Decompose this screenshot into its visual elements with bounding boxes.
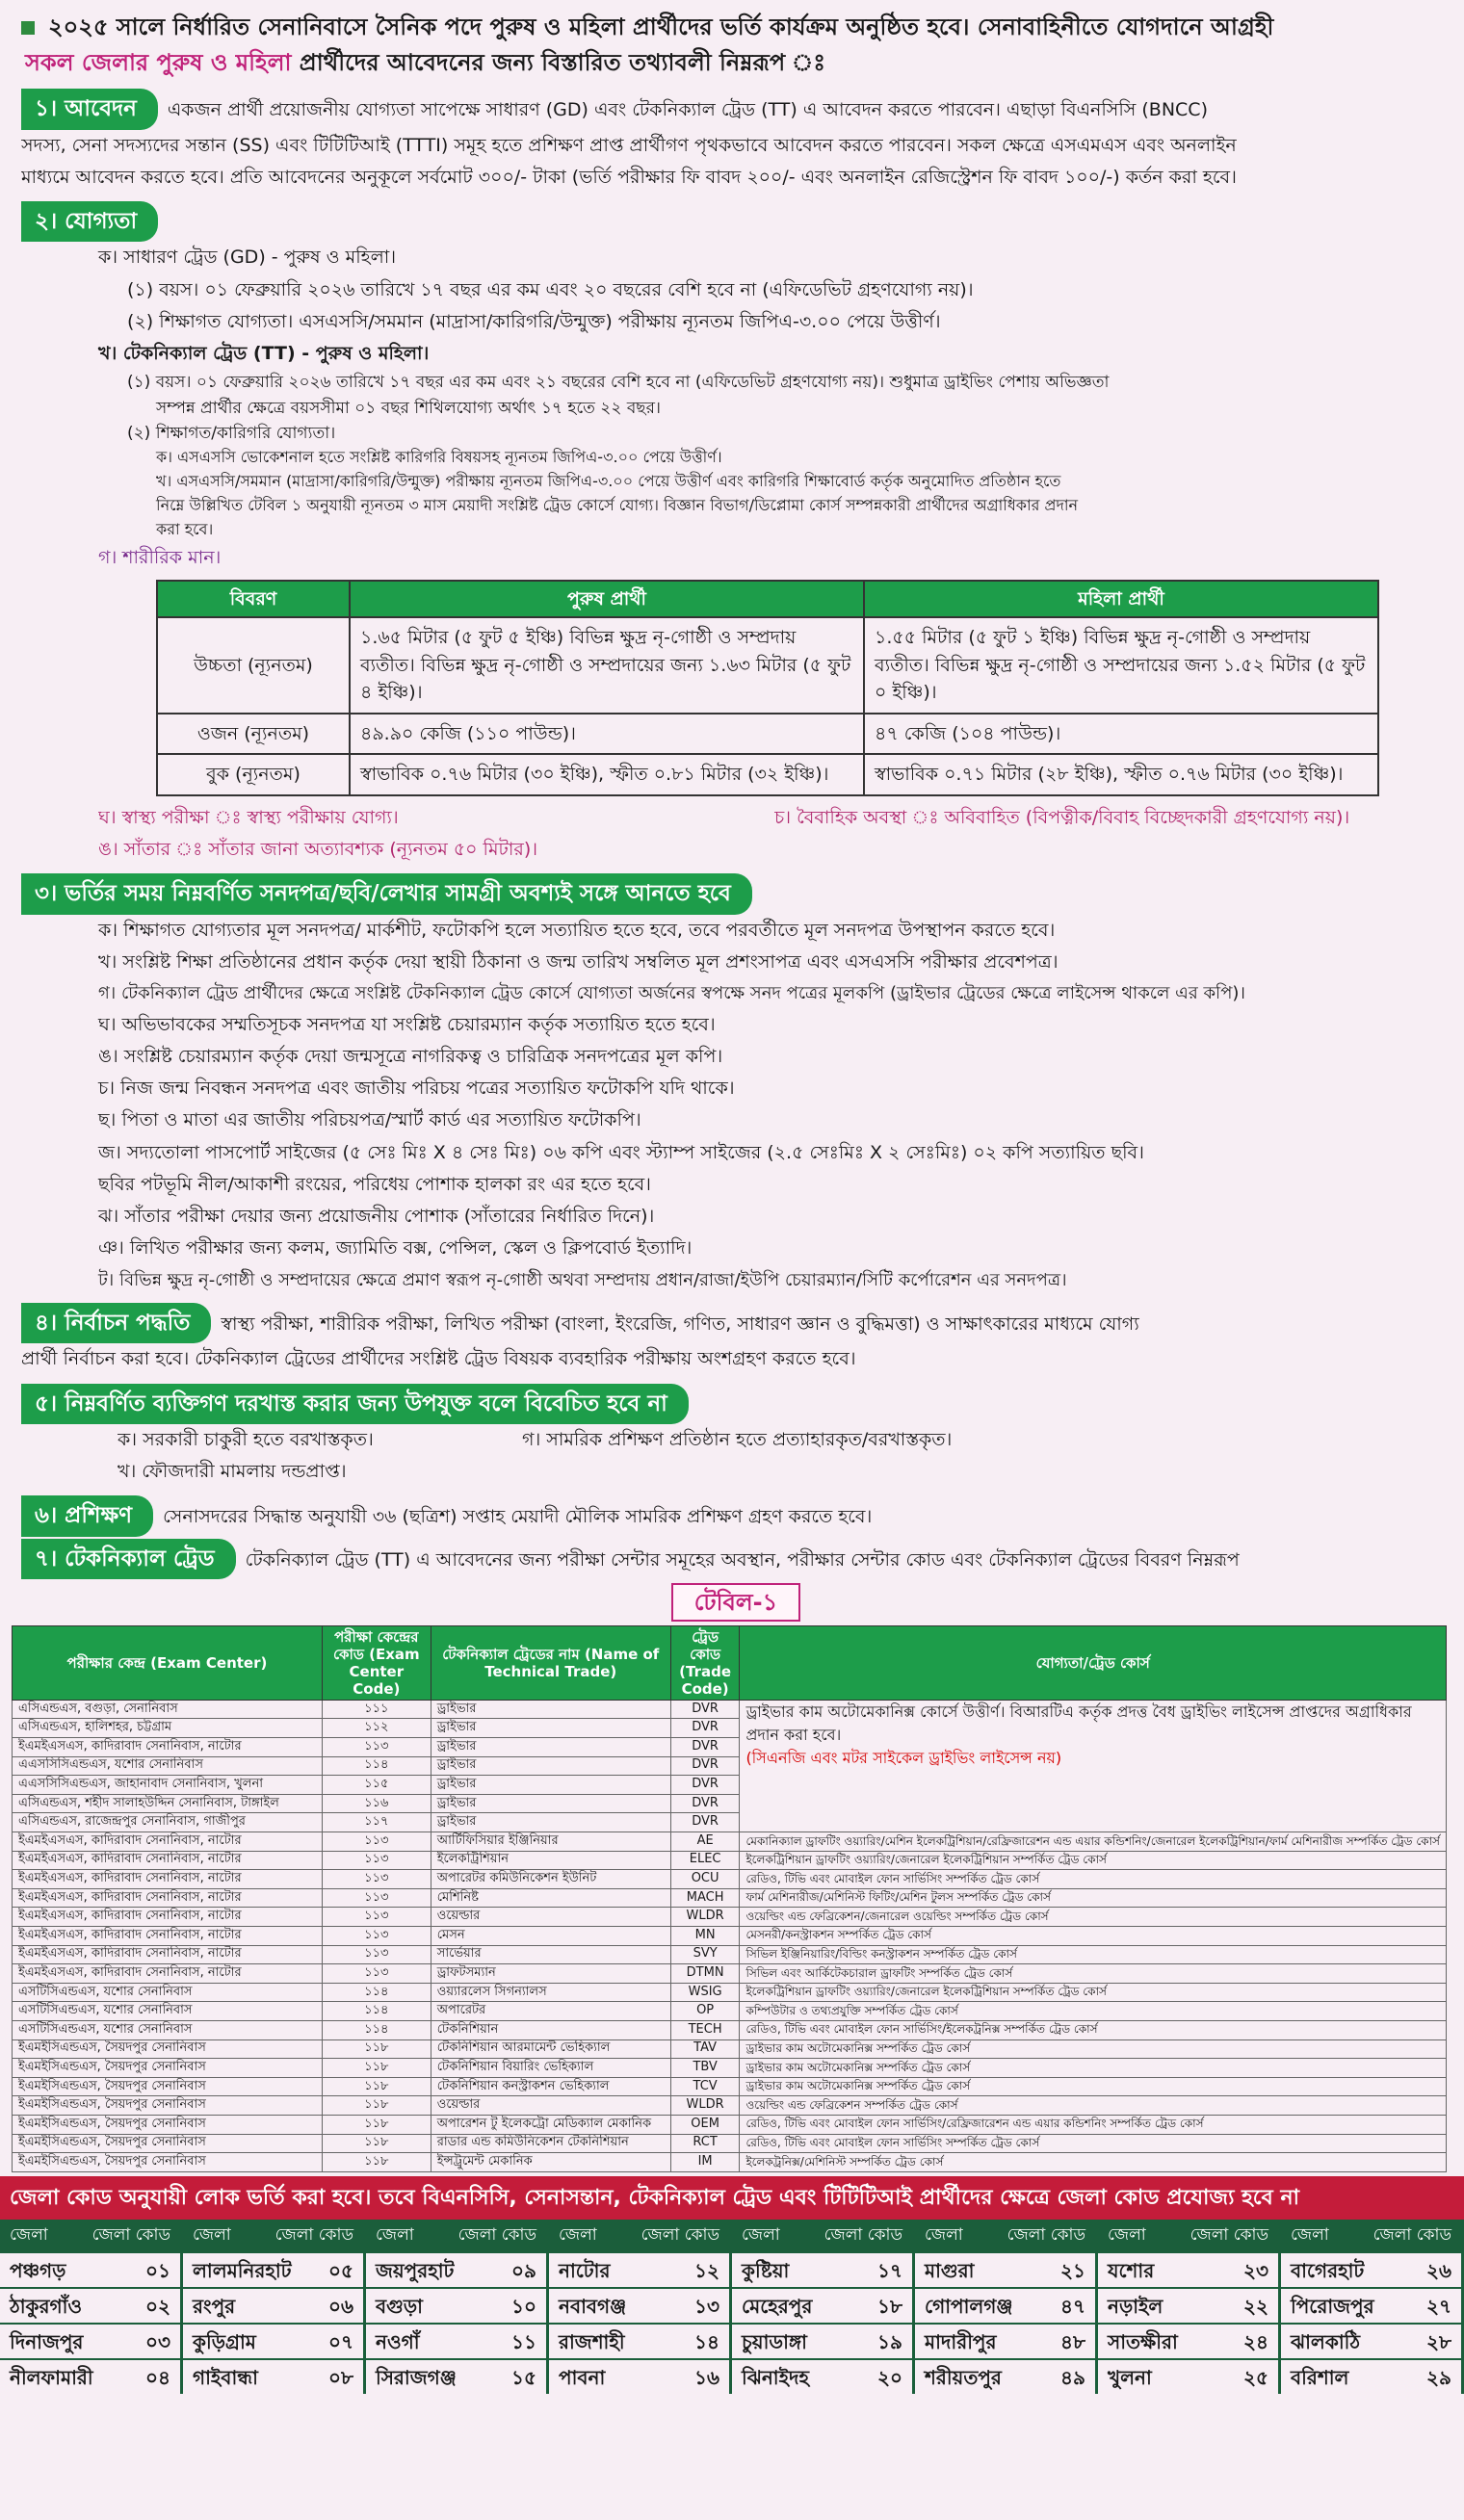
technical-trade-table xyxy=(12,1625,1447,2172)
driver-qualification-note: ড্রাইভার কাম অটোমেকানিক্স কোর্সে উত্তীর্ণ। বিআরটিএ কর্তৃক প্রদত্ত বৈধ ড্রাইভিং লাইসেন্স প্রাপ্তদের অগ্রাধিকার প্রদান করা হবে। (সিএনজি এবং মটর সাইকেল ড্রাইভিং লাইসেন্স নয়) xyxy=(740,1700,1447,1832)
section-head: ৪। নির্বাচন পদ্ধতি xyxy=(21,1303,211,1343)
intro-line-2: সকল জেলার পুরুষ ও মহিলা প্রার্থীদের আবেদনের জন্য বিস্তারিত তথ্যাবলী নিম্নরূপ ঃ xyxy=(25,49,826,77)
trade-course-note: রেডিও, টিভি এবং মোবাইল ফোন সার্ভিসিং সম্পর্কিত ট্রেড কোর্স xyxy=(740,2134,1447,2153)
table-row: ইএমইএসএস, কাদিরাবাদ সেনানিবাস, নাটোর ১১৩ আর্টিফিসিয়ার ইঞ্জিনিয়ার AE মেকানিক্যাল ড্রাফটিং ওয়্যারিং/মেশিন ইলেকট্রিশিয়ান/রেফ্রিজারেশন এন্ড এয়ার কন্ডিশনিং/জেনারেল ইলেকট্রিশিয়ান/ফার্ম মেশিনারীজ সম্পর্কিত ট্রেড কোর্স xyxy=(13,1832,1447,1852)
district-row: নওগাঁ ১১ xyxy=(366,2323,546,2358)
table-row: এসটিসিএন্ডএস, যশোর সেনানিবাস ১১৪ টেকনিশিয়ান TECH রেডিও, টিভি এবং মোবাইল ফোন সার্ভিসিং/ইলেকট্রনিক্স সম্পর্কিত ট্রেড কোর্স xyxy=(13,2020,1447,2039)
table-row: এসিএন্ডএস, শহীদ সালাহউদ্দিন সেনানিবাস, টাঙ্গাইল ১১৬ ড্রাইভার DVR xyxy=(13,1794,1447,1813)
district-row: মেহেরপুর ১৮ xyxy=(732,2287,912,2323)
table-header: যোগ্যতা/ট্রেড কোর্স xyxy=(740,1625,1447,1700)
table-row: ইএমইসিএন্ডএস, সৈয়দপুর সেনানিবাস ১১৮ টেকনিশিয়ান বিয়ারিং ভেহিক্যাল TBV ড্রাইভার কাম অটোমেকানিক্স সম্পর্কিত ট্রেড কোর্স xyxy=(13,2059,1447,2078)
section-head: ৩। ভর্তির সময় নিম্নবর্ণিত সনদপত্র/ছবি/লেখার সামগ্রী অবশ্যই সঙ্গে আনতে হবে xyxy=(21,873,752,914)
text-line: সম্পন্ন প্রার্থীর ক্ষেত্রে বয়সসীমা ০১ বছর শিথিলযোগ্য অর্থাৎ ১৭ হতে ২২ বছর। xyxy=(156,398,662,418)
trade-course-note: রেডিও, টিভি এবং মোবাইল ফোন সার্ভিসিং/রেফ্রিজারেশন এন্ড এয়ার কন্ডিশনিং সম্পর্কিত ট্রেড কোর্স xyxy=(740,2115,1447,2134)
section-application: ১। আবেদন একজন প্রার্থী প্রয়োজনীয় যোগ্যতা সাপেক্ষে সাধারণ (GD) এবং টেকনিক্যাল ট্রেড (TT) এ আবেদন করতে পারবেন। এছাড়া বিএনসিসি (BNCC) সদস্য, সেনা সদস্যদের সন্তান (SS) এবং টিটিটিআই (TTTI) সমূহ হতে প্রশিক্ষণ প্রাপ্ত প্রার্থীগণ পৃথকভাবে আবেদন করতে পারবেন। সকল ক্ষেত্রে এসএমএস এবং অনলাইন মাধ্যমে আবেদন করতে হবে। প্রতি আবেদনের অনুকূলে সর্বমোট ৩০০/- টাকা (ভর্তি পরীক্ষার ফি বাবদ ২০০/- এবং অনলাইন রেজিস্ট্রেশন ফি বাবদ ১০০/-) কর্তন করা হবে। xyxy=(21,89,1451,194)
district-row: খুলনা ২৫ xyxy=(1098,2358,1278,2394)
trade-course-note: ড্রাইভার কাম অটোমেকানিক্স সম্পর্কিত ট্রেড কোর্স xyxy=(740,2059,1447,2078)
district-row: পঞ্চগড় ০১ xyxy=(0,2251,180,2287)
trade-course-note: ওয়েল্ডিং এন্ড ফেব্রিকেশন/জেনারেল ওয়েল্ডিং সম্পর্কিত ট্রেড কোর্স xyxy=(740,1908,1447,1927)
subsection-tt: খ। টেকনিক্যাল ট্রেড (TT) - পুরুষ ও মহিলা। xyxy=(98,343,430,365)
table-row: ইএমইএসএস, কাদিরাবাদ সেনানিবাস, নাটোর ১১৩ ড্রাইভার DVR xyxy=(13,1738,1447,1757)
table-row: ইএমইএসএস, কাদিরাবাদ সেনানিবাস, নাটোর ১১৩ ইলেকট্রিশিয়ান ELEC ইলেকট্রিশিয়ান ড্রাফটিং ওয়্যারিং/জেনারেল ইলেকট্রিশিয়ান সম্পর্কিত ট্রেড কোর্স xyxy=(13,1851,1447,1870)
district-row: গাইবান্ধা ০৮ xyxy=(183,2358,363,2394)
trade-course-note: রেডিও, টিভি এবং মোবাইল ফোন সার্ভিসিং সম্পর্কিত ট্রেড কোর্স xyxy=(740,1870,1447,1889)
district-column-header: জেলা জেলা কোড xyxy=(915,2220,1095,2252)
text-line: (২) শিক্ষাগত যোগ্যতা। এসএসসি/সমমান (মাদ্রাসা/কারিগরি/উন্মুক্ত) পরীক্ষায় ন্যূনতম জিপিএ-৩.০০ পেয়ে উত্তীর্ণ। xyxy=(127,310,941,332)
district-row: জয়পুরহাট ০৯ xyxy=(366,2251,546,2287)
text-line: মাধ্যমে আবেদন করতে হবে। প্রতি আবেদনের অনুকূলে সর্বমোট ৩০০/- টাকা (ভর্তি পরীক্ষার ফি বাবদ ২০০/- এবং অনলাইন রেজিস্ট্রেশন ফি বাবদ ১০০/-) কর্তন করা হবে। xyxy=(21,166,1237,188)
list-item: গ। সামরিক প্রশিক্ষণ প্রতিষ্ঠান হতে প্রত্যাহারকৃত/বরখাস্তকৃত। xyxy=(522,1428,953,1450)
district-row: নীলফামারী ০৪ xyxy=(0,2358,180,2394)
section-documents xyxy=(21,873,1451,1295)
table-header: মহিলা প্রার্থী xyxy=(864,581,1378,618)
district-row: ঠাকুরগাঁও ০২ xyxy=(0,2287,180,2323)
text-line: করা হবে। xyxy=(156,519,214,538)
list-item: ছবির পটভূমি নীল/আকাশী রংয়ের, পরিধেয় পোশাক হালকা রং এর হতে হবে। xyxy=(98,1173,651,1195)
list-item: ট। বিভিন্ন ক্ষুদ্র নৃ-গোষ্ঠী ও সম্প্রদায়ের ক্ষেত্রে প্রমাণ স্বরূপ নৃ-গোষ্ঠী অথবা সম্প্রদায় প্রধান/রাজা/ইউপি চেয়ারম্যান/সিটি কর্পোরেশন এর সনদপত্র। xyxy=(98,1269,1067,1290)
table-header: বিবরণ xyxy=(157,581,350,618)
district-column xyxy=(1281,2220,1464,2395)
district-row: লালমনিরহাট ০৫ xyxy=(183,2251,363,2287)
trade-course-note: ফার্ম মেশিনারীজ/মেশিনিস্ট ফিটিং/মেশিন টুলস সম্পর্কিত ট্রেড কোর্স xyxy=(740,1888,1447,1908)
table-header: পুরুষ প্রার্থী xyxy=(350,581,864,618)
district-column xyxy=(183,2220,366,2395)
trade-course-note: ড্রাইভার কাম অটোমেকানিক্স সম্পর্কিত ট্রেড কোর্স xyxy=(740,2039,1447,2059)
text-line: ঙ। সাঁতার ঃ সাঁতার জানা অত্যাবশ্যক (ন্যূনতম ৫০ মিটার)। xyxy=(98,839,538,861)
trade-course-note: কম্পিউটার ও তথ্যপ্রযুক্তি সম্পর্কিত ট্রেড কোর্স xyxy=(740,2002,1447,2021)
district-column-header: জেলা জেলা কোড xyxy=(366,2220,546,2252)
list-item: ক। সরকারী চাকুরী হতে বরখাস্তকৃত। xyxy=(118,1428,374,1450)
trade-course-note: ইলেকট্রিশিয়ান ড্রাফটিং ওয়্যারিং/জেনারেল ইলেকট্রিশিয়ান সম্পর্কিত ট্রেড কোর্স xyxy=(740,1983,1447,2002)
table-header: ট্রেড কোড (Trade Code) xyxy=(670,1625,740,1700)
district-column xyxy=(915,2220,1098,2395)
trade-course-note: ইলেকট্রনিক্স/মেশিনিস্ট সম্পর্কিত ট্রেড কোর্স xyxy=(740,2153,1447,2172)
district-column-header: জেলা জেলা কোড xyxy=(0,2220,180,2252)
district-code-banner: জেলা কোড অনুযায়ী লোক ভর্তি করা হবে। তবে বিএনসিসি, সেনাসন্তান, টেকনিক্যাল ট্রেড এবং টিটিটিআই প্রার্থীদের ক্ষেত্রে জেলা কোড প্রযোজ্য হবে না xyxy=(0,2176,1464,2220)
district-column xyxy=(366,2220,549,2395)
district-column xyxy=(732,2220,915,2395)
district-row: নড়াইল ২২ xyxy=(1098,2287,1278,2323)
table-row: ইএমইসিএন্ডএস, সৈয়দপুর সেনানিবাস ১১৮ ইন্সট্রুমেন্ট মেকানিক IM ইলেকট্রনিক্স/মেশিনিস্ট সম্পর্কিত ট্রেড কোর্স xyxy=(13,2153,1447,2172)
district-row: সিরাজগঞ্জ ১৫ xyxy=(366,2358,546,2394)
table-row: ইএমইএসএস, কাদিরাবাদ সেনানিবাস, নাটোর ১১৩ মেসন MN মেসনরী/কনস্ট্রাকশন সম্পর্কিত ট্রেড কোর্স xyxy=(13,1926,1447,1945)
intro-line-1: ২০২৫ সালে নির্ধারিত সেনানিবাসে সৈনিক পদে পুরুষ ও মহিলা প্রার্থীদের ভর্তি কার্যক্রম অনুষ্ঠিত হবে। সেনাবাহিনীতে যোগদানে আগ্রহী xyxy=(21,10,1451,45)
district-code-grid xyxy=(0,2220,1464,2395)
district-column xyxy=(1098,2220,1281,2395)
list-item: ঝ। সাঁতার পরীক্ষা দেয়ার জন্য প্রয়োজনীয় পোশাক (সাঁতারের নির্ধারিত দিনে)। xyxy=(98,1206,655,1228)
trade-course-note: সিভিল এবং আর্কিটেকচারাল ড্রাফটিং সম্পর্কিত ট্রেড কোর্স xyxy=(740,1964,1447,1984)
bullet-icon xyxy=(21,21,35,35)
table-row: ইএমইসিএন্ডএস, সৈয়দপুর সেনানিবাস ১১৮ টেকনিশিয়ান কনস্ট্রাকশন ভেহিক্যাল TCV ড্রাইভার কাম অটোমেকানিক্স সম্পর্কিত ট্রেড কোর্স xyxy=(13,2077,1447,2096)
district-row: বাগেরহাট ২৬ xyxy=(1281,2251,1461,2287)
table-row: এএসসিসিএন্ডএস, যশোর সেনানিবাস ১১৪ ড্রাইভার DVR xyxy=(13,1756,1447,1776)
section-technical-trade: ৭। টেকনিক্যাল ট্রেড টেকনিক্যাল ট্রেড (TT) এ আবেদনের জন্য পরীক্ষা সেন্টার সমূহের অবস্থান, পরীক্ষার সেন্টার কোড এবং টেকনিক্যাল ট্রেডের বিবরণ নিম্নরূপ xyxy=(21,1539,1451,1579)
section-training: ৬। প্রশিক্ষণ সেনাসদরের সিদ্ধান্ত অনুযায়ী ৩৬ (ছত্রিশ) সপ্তাহ মেয়াদী মৌলিক সামরিক প্রশিক্ষণ গ্রহণ করতে হবে। xyxy=(21,1495,1451,1536)
ineligible-row xyxy=(21,1424,1451,1456)
list-item: ঞ। লিখিত পরীক্ষার জন্য কলম, জ্যামিতি বক্স, পেন্সিল, স্কেল ও ক্লিপবোর্ড ইত্যাদি। xyxy=(98,1237,693,1260)
list-item: খ। ফৌজদারী মামলায় দন্ডপ্রাপ্ত। xyxy=(118,1461,347,1483)
district-row: নাটোর ১২ xyxy=(549,2251,729,2287)
district-row: কুষ্টিয়া ১৭ xyxy=(732,2251,912,2287)
district-row: মাদারীপুর ৪৮ xyxy=(915,2323,1095,2358)
table-row: ইএমইএসএস, কাদিরাবাদ সেনানিবাস, নাটোর ১১৩ ওয়েল্ডার WLDR ওয়েল্ডিং এন্ড ফেব্রিকেশন/জেনারেল ওয়েল্ডিং সম্পর্কিত ট্রেড কোর্স xyxy=(13,1908,1447,1927)
district-column-header: জেলা জেলা কোড xyxy=(732,2220,912,2252)
trade-course-note: ড্রাইভার কাম অটোমেকানিক্স সম্পর্কিত ট্রেড কোর্স xyxy=(740,2077,1447,2096)
physical-standards-table xyxy=(156,580,1379,796)
district-row: ঝালকাঠি ২৮ xyxy=(1281,2323,1461,2358)
table-row: এসিএন্ডএস, হালিশহর, চট্টগ্রাম ১১২ ড্রাইভার DVR xyxy=(13,1719,1447,1738)
text-line: ক। এসএসসি ভোকেশনাল হতে সংশ্লিষ্ট কারিগরি বিষয়সহ ন্যূনতম জিপিএ-৩.০০ পেয়ে উত্তীর্ণ। xyxy=(156,448,722,467)
trade-course-note: ওয়েল্ডিং এন্ড ফেব্রিকেশন সম্পর্কিত ট্রেড কোর্স xyxy=(740,2096,1447,2116)
section-selection: ৪। নির্বাচন পদ্ধতি স্বাস্থ্য পরীক্ষা, শারীরিক পরীক্ষা, লিখিত পরীক্ষা (বাংলা, ইংরেজি, গণিত, সাধারণ জ্ঞান ও বুদ্ধিমত্তা) ও সাক্ষাৎকারের মাধ্যমে যোগ্য প্রার্থী নির্বাচন করা হবে। টেকনিক্যাল ট্রেডের প্রার্থীদের সংশ্লিষ্ট ট্রেড বিষয়ক ব্যবহারিক পরীক্ষায় অংশগ্রহণ করতে হবে। xyxy=(21,1303,1451,1376)
district-row: বরিশাল ২৯ xyxy=(1281,2358,1461,2394)
text-line: (১) বয়স। ০১ ফেব্রুয়ারি ২০২৬ তারিখে ১৭ বছর এর কম এবং ২১ বছরের বেশি হবে না (এফিডেভিট গ্রহণযোগ্য নয়)। শুধুমাত্র ড্রাইভিং পেশায় অভিজ্ঞতা xyxy=(127,373,1110,393)
table-row: ইএমইসিএন্ডএস, সৈয়দপুর সেনানিবাস ১১৮ অপারেশন টু ইলেকট্রো মেডিক্যাল মেকানিক OEM রেডিও, টিভি এবং মোবাইল ফোন সার্ভিসিং/রেফ্রিজারেশন এন্ড এয়ার কন্ডিশনিং সম্পর্কিত ট্রেড কোর্স xyxy=(13,2115,1447,2134)
section-head: ২। যোগ্যতা xyxy=(21,201,158,242)
table-1-title: টেবিল-১ xyxy=(21,1583,1451,1622)
table-header: টেকনিক্যাল ট্রেডের নাম (Name of Technical Trade) xyxy=(431,1625,670,1700)
district-column xyxy=(549,2220,732,2395)
table-header: পরীক্ষার কেন্দ্র (Exam Center) xyxy=(13,1625,323,1700)
health-marital-row xyxy=(21,802,1451,834)
intro xyxy=(21,10,1451,81)
district-row: নবাবগঞ্জ ১৩ xyxy=(549,2287,729,2323)
list-item: ক। শিক্ষাগত যোগ্যতার মূল সনদপত্র/ মার্কশীট, ফটোকপি হলে সত্যায়িত হতে হবে, তবে পরবর্তীতে মূল সনদপত্র উপস্থাপন করতে হবে। xyxy=(98,919,1056,941)
district-row: দিনাজপুর ০৩ xyxy=(0,2323,180,2358)
list-item: গ। টেকনিক্যাল ট্রেড প্রার্থীদের ক্ষেত্রে সংশ্লিষ্ট টেকনিক্যাল ট্রেড কোর্সে যোগ্যতা অর্জনের স্বপক্ষে সনদ পত্রের মূলকপি (ড্রাইভার ট্রেডের ক্ষেত্রে লাইসেন্স থাকলে এর কপি)। xyxy=(98,983,1245,1004)
table-row: ইএমইসিএন্ডএস, সৈয়দপুর সেনানিবাস ১১৮ ওয়েল্ডার WLDR ওয়েল্ডিং এন্ড ফেব্রিকেশন সম্পর্কিত ট্রেড কোর্স xyxy=(13,2096,1447,2116)
text-line: চ। বৈবাহিক অবস্থা ঃ অবিবাহিত (বিপত্নীক/বিবাহ বিচ্ছেদকারী গ্রহণযোগ্য নয়)। xyxy=(774,806,1350,828)
section-head: ৬। প্রশিক্ষণ xyxy=(21,1495,153,1536)
district-column-header: জেলা জেলা কোড xyxy=(1281,2220,1461,2252)
list-item: ঘ। অভিভাবকের সম্মতিসূচক সনদপত্র যা সংশ্লিষ্ট চেয়ারম্যান কর্তৃক সত্যায়িত হতে হবে। xyxy=(98,1013,716,1035)
table-row: ইএমইসিএন্ডএস, সৈয়দপুর সেনানিবাস ১১৮ রাডার এন্ড কমিউনিকেশন টেকনিশিয়ান RCT রেডিও, টিভি এবং মোবাইল ফোন সার্ভিসিং সম্পর্কিত ট্রেড কোর্স xyxy=(13,2134,1447,2153)
table-row: এএসসিসিএন্ডএস, জাহানাবাদ সেনানিবাস, খুলনা ১১৫ ড্রাইভার DVR xyxy=(13,1776,1447,1795)
list-item: ঙ। সংশ্লিষ্ট চেয়ারম্যান কর্তৃক দেয়া জন্মসূত্রে নাগরিকত্ব ও চারিত্রিক সনদপত্রের মূল কপি। xyxy=(98,1045,723,1067)
table-header: পরীক্ষা কেন্দ্রের কোড (Exam Center Code) xyxy=(322,1625,431,1700)
table-row: ইএমইএসএস, কাদিরাবাদ সেনানিবাস, নাটোর ১১৩ সার্ভেয়ার SVY সিভিল ইঞ্জিনিয়ারিং/বিল্ডিং কনস্ট্রাকশন সম্পর্কিত ট্রেড কোর্স xyxy=(13,1945,1447,1964)
district-column-header: জেলা জেলা কোড xyxy=(549,2220,729,2252)
table-row: ওজন (ন্যূনতম) ৪৯.৯০ কেজি (১১০ পাউন্ড)। ৪৭ কেজি (১০৪ পাউন্ড)। xyxy=(157,714,1378,755)
district-row: রাজশাহী ১৪ xyxy=(549,2323,729,2358)
district-row: মাগুরা ২১ xyxy=(915,2251,1095,2287)
table-row: ইএমইএসএস, কাদিরাবাদ সেনানিবাস, নাটোর ১১৩ অপারেটর কমিউনিকেশন ইউনিট OCU রেডিও, টিভি এবং মোবাইল ফোন সার্ভিসিং সম্পর্কিত ট্রেড কোর্স xyxy=(13,1870,1447,1889)
table-row: এসিএন্ডএস, রাজেন্দ্রপুর সেনানিবাস, গাজীপুর ১১৭ ড্রাইভার DVR xyxy=(13,1813,1447,1832)
trade-course-note: মেসনরী/কনস্ট্রাকশন সম্পর্কিত ট্রেড কোর্স xyxy=(740,1926,1447,1945)
table-row: ইএমইএসএস, কাদিরাবাদ সেনানিবাস, নাটোর ১১৩ ড্রাফটসম্যান DTMN সিভিল এবং আর্কিটেকচারাল ড্রাফটিং সম্পর্কিত ট্রেড কোর্স xyxy=(13,1964,1447,1984)
section-head: ১। আবেদন xyxy=(21,89,158,129)
table-row: ইএমইএসএস, কাদিরাবাদ সেনানিবাস, নাটোর ১১৩ মেশিনিষ্ট MACH ফার্ম মেশিনারীজ/মেশিনিস্ট ফিটিং/মেশিন টুলস সম্পর্কিত ট্রেড কোর্স xyxy=(13,1888,1447,1908)
list-item: ছ। পিতা ও মাতা এর জাতীয় পরিচয়পত্র/স্মার্ট কার্ড এর সত্যায়িত ফটোকপি। xyxy=(98,1109,641,1131)
district-row: পিরোজপুর ২৭ xyxy=(1281,2287,1461,2323)
district-row: শরীয়তপুর ৪৯ xyxy=(915,2358,1095,2394)
text-line: সদস্য, সেনা সদস্যদের সন্তান (SS) এবং টিটিটিআই (TTTI) সমূহ হতে প্রশিক্ষণ প্রাপ্ত প্রার্থীগণ পৃথকভাবে আবেদন করতে পারবেন। সকল ক্ষেত্রে এসএমএস এবং অনলাইন xyxy=(21,134,1237,156)
text-line: (২) শিক্ষাগত/কারিগরি যোগ্যতা। xyxy=(127,424,336,444)
list-item: জ। সদ্যতোলা পাসপোর্ট সাইজের (৫ সেঃ মিঃ X ৪ সেঃ মিঃ) ০৬ কপি এবং স্ট্যাম্প সাইজের (২.৫ সেঃমিঃ X ২ সেঃমিঃ) ০২ কপি সত্যায়িত ছবি। xyxy=(98,1141,1144,1163)
section-head: ৭। টেকনিক্যাল ট্রেড xyxy=(21,1539,236,1579)
table-row: উচ্চতা (ন্যূনতম) ১.৬৫ মিটার (৫ ফুট ৫ ইঞ্চি) বিভিন্ন ক্ষুদ্র নৃ-গোষ্ঠী ও সম্প্রদায় ব্যতীত। বিভিন্ন ক্ষুদ্র নৃ-গোষ্ঠী ও সম্প্রদায়ের জন্য ১.৬৩ মিটার (৫ ফুট ৪ ইঞ্চি)। ১.৫৫ মিটার (৫ ফুট ১ ইঞ্চি) বিভিন্ন ক্ষুদ্র নৃ-গোষ্ঠী ও সম্প্রদায় ব্যতীত। বিভিন্ন ক্ষুদ্র নৃ-গোষ্ঠী ও সম্প্রদায়ের জন্য ১.৫২ মিটার (৫ ফুট ০ ইঞ্চি)। xyxy=(157,617,1378,714)
text-line: প্রার্থী নির্বাচন করা হবে। টেকনিক্যাল ট্রেডের প্রার্থীদের সংশ্লিষ্ট ট্রেড বিষয়ক ব্যবহারিক পরীক্ষায় অংশগ্রহণ করতে হবে। xyxy=(21,1348,856,1370)
district-column-header: জেলা জেলা কোড xyxy=(1098,2220,1278,2252)
district-row: চুয়াডাঙ্গা ১৯ xyxy=(732,2323,912,2358)
table-row: বুক (ন্যূনতম) স্বাভাবিক ০.৭৬ মিটার (৩০ ইঞ্চি), স্ফীত ০.৮১ মিটার (৩২ ইঞ্চি)। স্বাভাবিক ০.৭১ মিটার (২৮ ইঞ্চি), স্ফীত ০.৭৬ মিটার (৩০ ইঞ্চি)। xyxy=(157,754,1378,795)
section-ineligible xyxy=(21,1384,1451,1489)
list-item: চ। নিজ জন্ম নিবন্ধন সনদপত্র এবং জাতীয় পরিচয় পত্রের সত্যায়িত ফটোকপি যদি থাকে। xyxy=(98,1078,735,1100)
table-row: ইএমইসিএন্ডএস, সৈয়দপুর সেনানিবাস ১১৮ টেকনিশিয়ান আরমামেন্ট ভেহিক্যাল TAV ড্রাইভার কাম অটোমেকানিক্স সম্পর্কিত ট্রেড কোর্স xyxy=(13,2039,1447,2059)
district-row: পাবনা ১৬ xyxy=(549,2358,729,2394)
text-line: ঘ। স্বাস্থ্য পরীক্ষা ঃ স্বাস্থ্য পরীক্ষায় যোগ্য। xyxy=(98,806,399,828)
district-row: ঝিনাইদহ ২০ xyxy=(732,2358,912,2394)
text-line: নিম্নে উল্লিখিত টেবিল ১ অনুযায়ী ন্যূনতম ৩ মাস মেয়াদী সংশ্লিষ্ট ট্রেড কোর্সে যোগ্য। বিজ্ঞান বিভাগ/ডিপ্লোমা কোর্স সম্পন্নকারী প্রার্থীদের অগ্রাধিকার প্রদান xyxy=(156,496,1079,514)
section-head: ৫। নিম্নবর্ণিত ব্যক্তিগণ দরখাস্ত করার জন্য উপযুক্ত বলে বিবেচিত হবে না xyxy=(21,1384,689,1424)
table-row: এসটিসিএন্ডএস, যশোর সেনানিবাস ১১৪ অপারেটর OP কম্পিউটার ও তথ্যপ্রযুক্তি সম্পর্কিত ট্রেড কোর্স xyxy=(13,2002,1447,2021)
text-line: খ। এসএসসি/সমমান (মাদ্রাসা/কারিগরি/উন্মুক্ত) পরীক্ষায় ন্যূনতম জিপিএ-৩.০০ পেয়ে উত্তীর্ণ এবং কারিগরি শিক্ষাবোর্ড কর্তৃক অনুমোদিত প্রতিষ্ঠান হতে xyxy=(156,472,1061,491)
trade-course-note: মেকানিক্যাল ড্রাফটিং ওয়্যারিং/মেশিন ইলেকট্রিশিয়ান/রেফ্রিজারেশন এন্ড এয়ার কন্ডিশনিং/জেনারেল ইলেকট্রিশিয়ান/ফার্ম মেশিনারীজ সম্পর্কিত ট্রেড কোর্স xyxy=(740,1832,1447,1852)
district-row: যশোর ২৩ xyxy=(1098,2251,1278,2287)
subsection-gd: ক। সাধারণ ট্রেড (GD) - পুরুষ ও মহিলা। xyxy=(98,247,397,269)
district-row: রংপুর ০৬ xyxy=(183,2287,363,2323)
text-line: (১) বয়স। ০১ ফেব্রুয়ারি ২০২৬ তারিখে ১৭ বছর এর কম এবং ২০ বছরের বেশি হবে না (এফিডেভিট গ্রহণযোগ্য নয়)। xyxy=(127,278,974,300)
section-eligibility xyxy=(21,201,1451,866)
trade-course-note: ইলেকট্রিশিয়ান ড্রাফটিং ওয়্যারিং/জেনারেল ইলেকট্রিশিয়ান সম্পর্কিত ট্রেড কোর্স xyxy=(740,1851,1447,1870)
district-row: সাতক্ষীরা ২৪ xyxy=(1098,2323,1278,2358)
district-row: কুড়িগ্রাম ০৭ xyxy=(183,2323,363,2358)
district-row: গোপালগঞ্জ ৪৭ xyxy=(915,2287,1095,2323)
list-item: খ। সংশ্লিষ্ট শিক্ষা প্রতিষ্ঠানের প্রধান কর্তৃক দেয়া স্থায়ী ঠিকানা ও জন্ম তারিখ সম্বলিত মূল প্রশংসাপত্র এবং এসএসসি পরীক্ষার প্রবেশপত্র। xyxy=(98,950,1059,973)
trade-course-note: রেডিও, টিভি এবং মোবাইল ফোন সার্ভিসিং/ইলেকট্রনিক্স সম্পর্কিত ট্রেড কোর্স xyxy=(740,2020,1447,2039)
table-row: এসিএন্ডএস, বগুড়া, সেনানিবাস ১১১ ড্রাইভার DVR ড্রাইভার কাম অটোমেকানিক্স কোর্সে উত্তীর্ণ। বিআরটিএ কর্তৃক প্রদত্ত বৈধ ড্রাইভিং লাইসেন্স প্রাপ্তদের অগ্রাধিকার প্রদান করা হবে। (সিএনজি এবং মটর সাইকেল ড্রাইভিং লাইসেন্স নয়) xyxy=(13,1700,1447,1719)
subsection-physical: গ। শারীরিক মান। xyxy=(98,546,222,568)
district-row: বগুড়া ১০ xyxy=(366,2287,546,2323)
table-row: এসটিসিএন্ডএস, যশোর সেনানিবাস ১১৪ ওয়্যারলেস সিগন্যালস WSIG ইলেকট্রিশিয়ান ড্রাফটিং ওয়্যারিং/জেনারেল ইলেকট্রিশিয়ান সম্পর্কিত ট্রেড কোর্স xyxy=(13,1983,1447,2002)
trade-course-note: সিভিল ইঞ্জিনিয়ারিং/বিল্ডিং কনস্ট্রাকশন সম্পর্কিত ট্রেড কোর্স xyxy=(740,1945,1447,1964)
district-column-header: জেলা জেলা কোড xyxy=(183,2220,363,2252)
district-column xyxy=(0,2220,183,2395)
